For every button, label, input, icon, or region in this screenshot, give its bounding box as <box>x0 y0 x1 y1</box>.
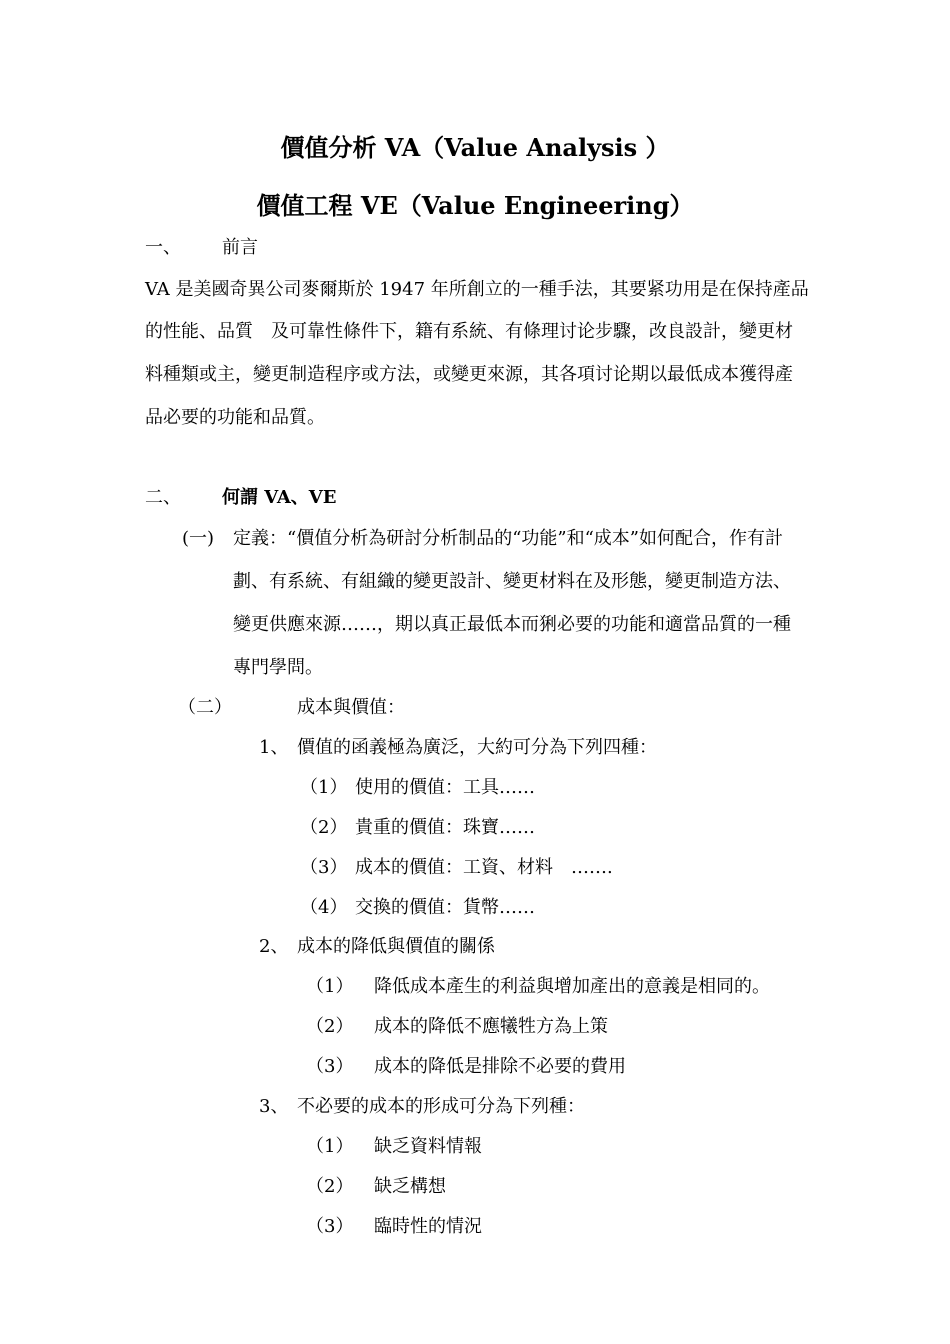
section1-number: 一、 <box>145 237 181 258</box>
sub-item-number: （2） <box>300 817 348 838</box>
sub-item-text: 成本的降低不應犧牲方為上策 <box>374 1016 608 1037</box>
sub-item-text: 貴重的價值：珠寶…… <box>355 817 535 838</box>
sub-item-text: 使用的價值：工具…… <box>355 777 535 798</box>
sub-item-text: 成本的價值：工資、材料 ……. <box>355 857 613 878</box>
definition-line: 變更供應來源……，期以真正最低本而猁必要的功能和適當品質的一種 <box>233 614 791 635</box>
title-va: 價值分析 VA（Value Analysis ） <box>280 133 670 162</box>
definition-line: 劃、有系統、有組織的變更設計、變更材料在及形態，變更制造方法、 <box>233 571 791 592</box>
section1-paragraph-line: 料種類或主，變更制造程序或方法，或變更來源，其各項讨论期以最低成本獲得產 <box>145 364 793 385</box>
sub-item-text: 降低成本產生的利益與增加產出的意義是相同的。 <box>374 976 770 997</box>
section1-paragraph-line: VA 是美國奇異公司麥爾斯於 1947 年所創立的一種手法，其要紧功用是在保持產品 <box>145 279 809 300</box>
item-number: 1、 <box>259 737 289 758</box>
item-number: 3、 <box>259 1096 289 1117</box>
section1-paragraph-line: 的性能、品質 及可靠性條件下，籍有系統、有條理讨论步驟，改良設計，變更材 <box>145 321 793 342</box>
sub-item-number: （3） <box>306 1216 354 1237</box>
sub-item-number: （2） <box>306 1016 354 1037</box>
sub-item-text: 交換的價值：貨幣…… <box>355 897 535 918</box>
sub-item-text: 缺乏構想 <box>374 1176 446 1197</box>
sub-item-number: （4） <box>300 897 348 918</box>
section2-number: 二、 <box>145 487 181 508</box>
sub-item-number: （2） <box>306 1176 354 1197</box>
section1-heading: 前言 <box>222 237 258 258</box>
item-text: 價值的函義極為廣泛，大約可分為下列四種： <box>297 737 657 758</box>
subsection2-number: （二） <box>178 697 232 718</box>
sub-item-number: （3） <box>300 857 348 878</box>
subsection1-number: (一) <box>182 528 215 549</box>
item-text: 不必要的成本的形成可分為下列種： <box>297 1096 585 1117</box>
sub-item-number: （1） <box>300 777 348 798</box>
subsection2-heading: 成本與價值： <box>297 697 405 718</box>
sub-item-text: 臨時性的情況 <box>374 1216 482 1237</box>
sub-item-number: （3） <box>306 1056 354 1077</box>
section1-paragraph-line: 品必要的功能和品質。 <box>145 407 325 428</box>
definition-line: 定義：“價值分析為研討分析制品的“功能”和“成本”如何配合，作有計 <box>233 528 784 549</box>
title-ve: 價值工程 VE（Value Engineering） <box>256 191 694 220</box>
section2-heading: 何謂 VA、VE <box>222 487 337 508</box>
sub-item-text: 缺乏資料情報 <box>374 1136 482 1157</box>
sub-item-number: （1） <box>306 976 354 997</box>
item-number: 2、 <box>259 936 289 957</box>
sub-item-number: （1） <box>306 1136 354 1157</box>
definition-line: 專門學問。 <box>233 657 323 678</box>
sub-item-text: 成本的降低是排除不必要的費用 <box>374 1056 626 1077</box>
item-text: 成本的降低與價值的關係 <box>297 936 495 957</box>
